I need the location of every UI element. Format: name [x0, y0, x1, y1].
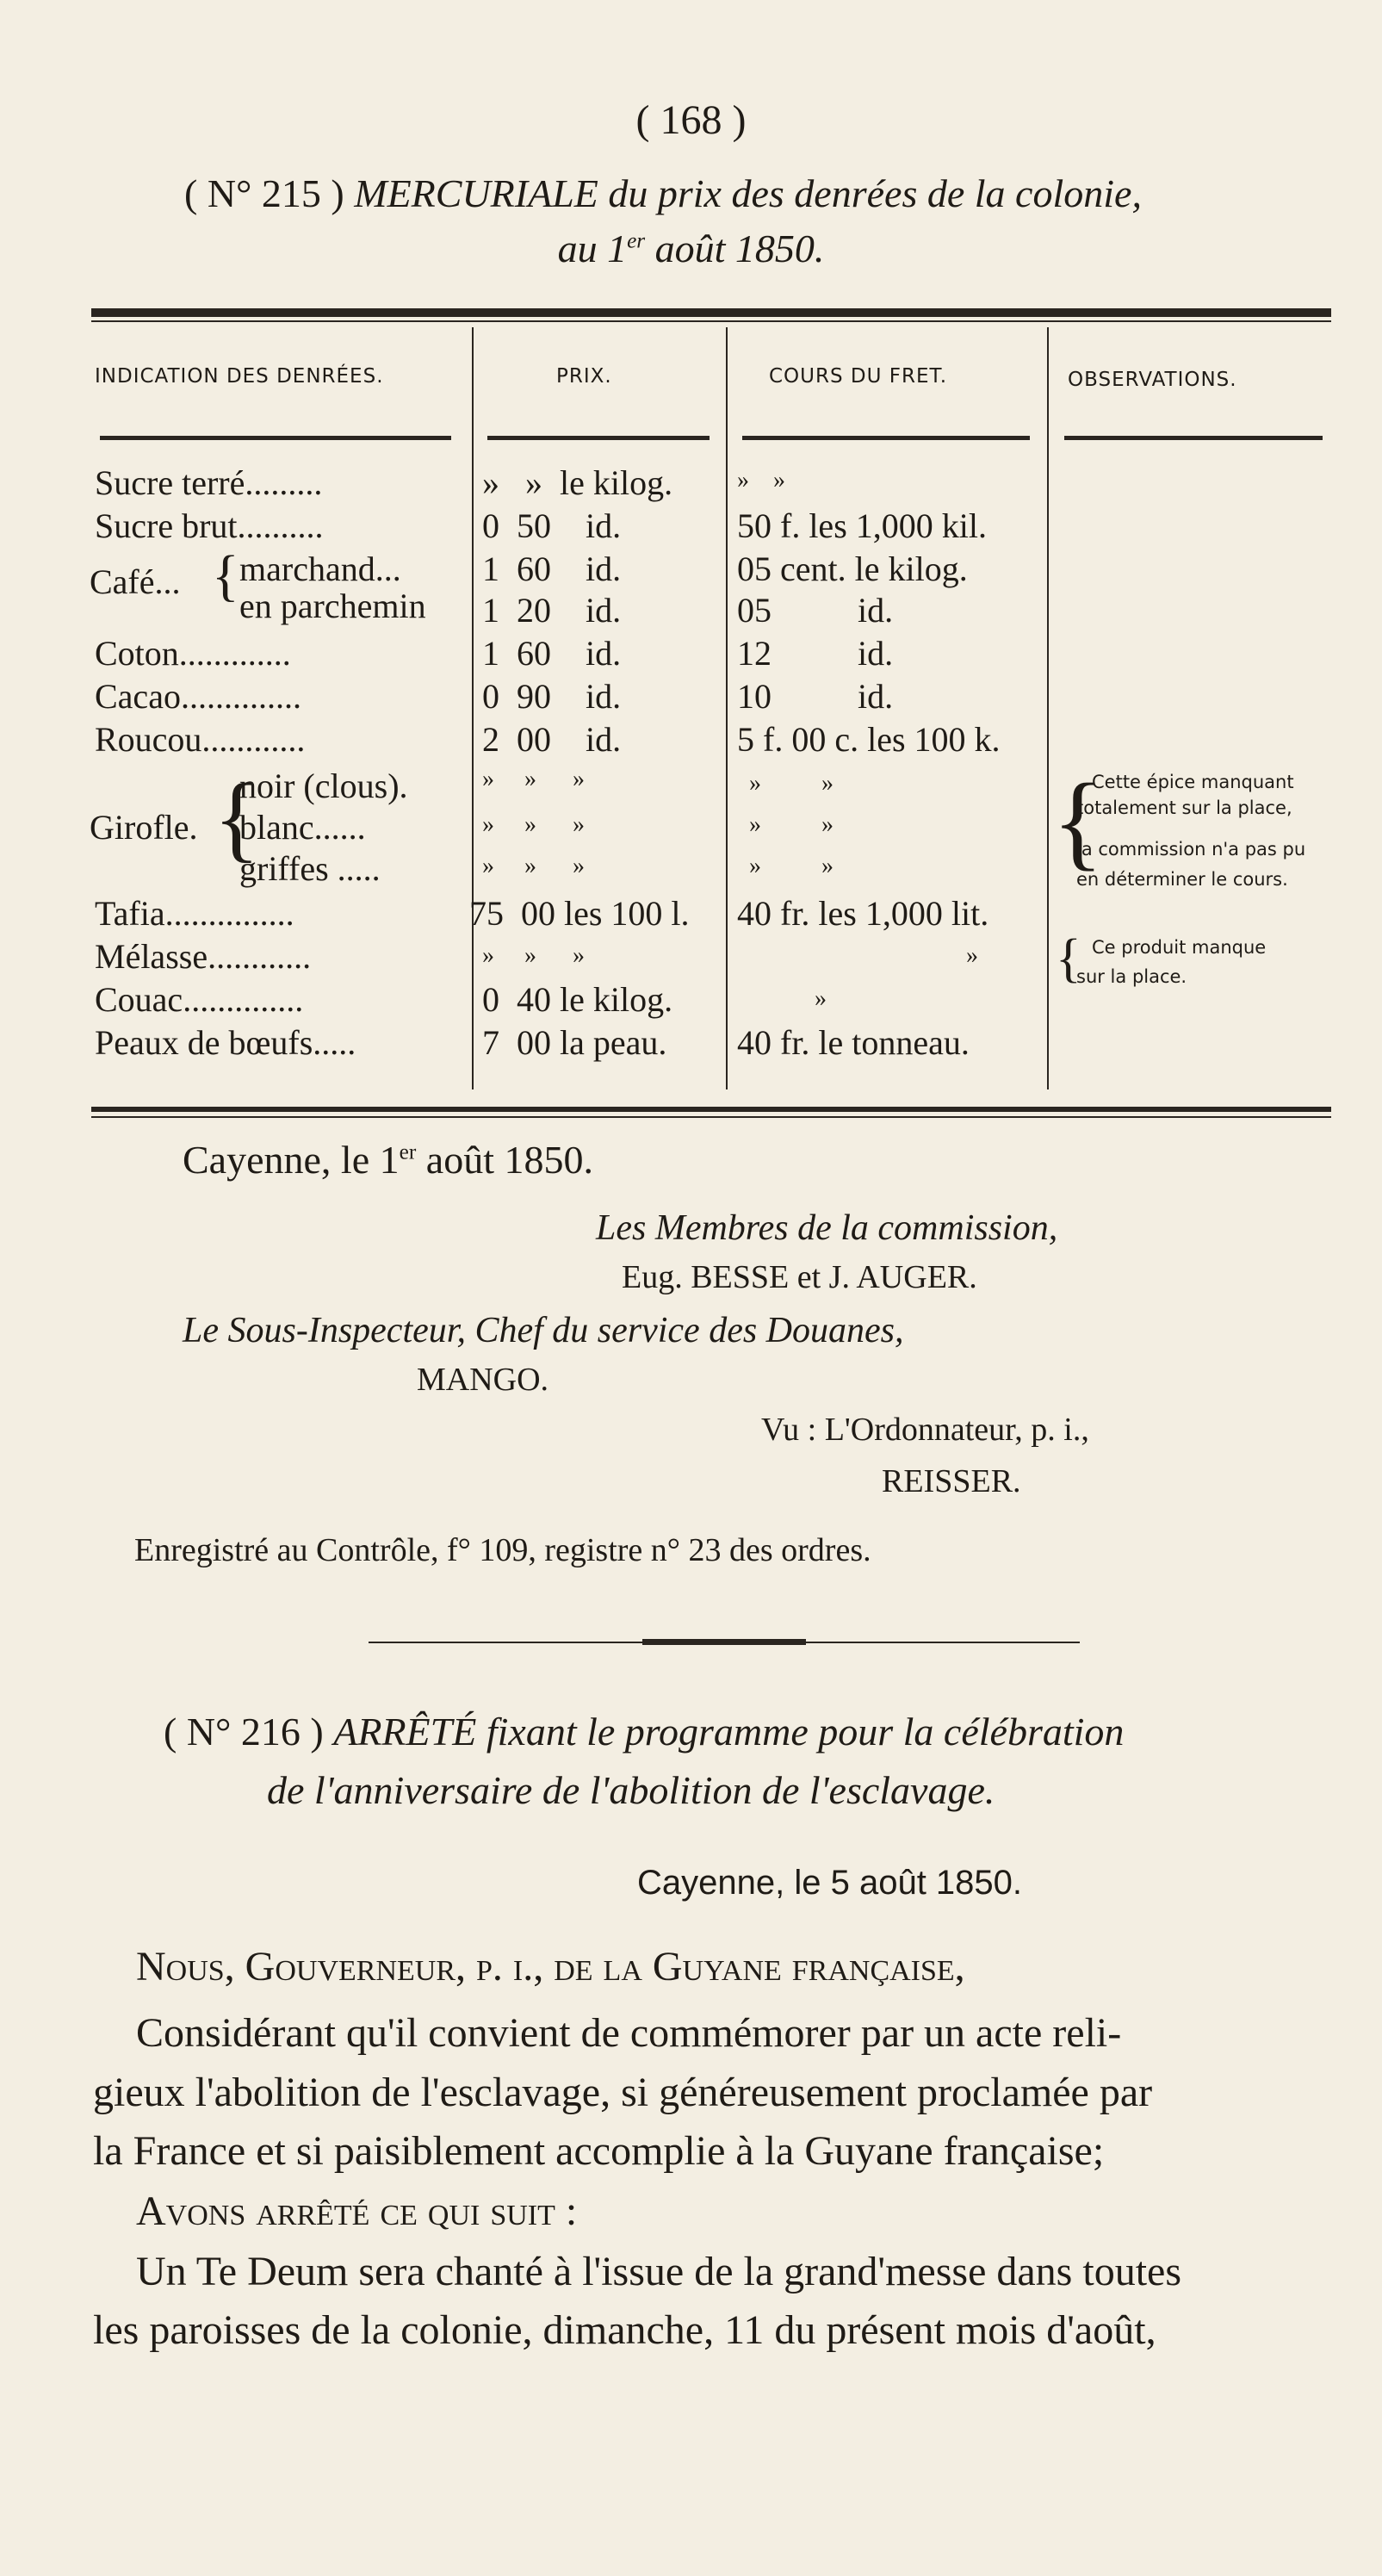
doc215-title-line1 — [184, 171, 1142, 216]
row-label: griffes ..... — [239, 849, 381, 888]
doc215-number: ( N° 215 ) — [184, 171, 344, 215]
row-fret: 50 f. les 1,000 kil. — [737, 506, 987, 545]
row-prix: 1 60 id. — [482, 634, 622, 673]
row-fret: » » — [749, 811, 834, 838]
doc216-line: Avons arrêté ce qui suit : — [136, 2188, 578, 2234]
place-date: Cayenne, le 1er août 1850. — [183, 1138, 593, 1182]
commission-names: Eug. BESSE et J. AUGER. — [622, 1259, 977, 1295]
doc216-line: la France et si paisiblement accomplie à la Guyane française; — [93, 2128, 1105, 2174]
header-fret: COURS DU FRET. — [769, 365, 948, 388]
commission-label: Les Membres de la commission, — [596, 1208, 1058, 1248]
row-fret: 05 cent. le kilog. — [737, 549, 968, 588]
row-fret: 5 f. 00 c. les 100 k. — [737, 720, 1001, 759]
row-fret: 12 id. — [737, 634, 894, 673]
obs-girofle-2: totalement sur la place, — [1076, 798, 1292, 818]
brace-obs-girofle: { — [1052, 762, 1104, 880]
row-label: noir (clous). — [239, 767, 408, 805]
row-label: Coton............. — [95, 634, 291, 673]
row-prix: » » » — [482, 811, 585, 838]
row-prix: 0 40 le kilog. — [482, 980, 673, 1019]
row-prix: 0 90 id. — [482, 677, 622, 716]
row-label: Sucre brut.......... — [95, 506, 324, 545]
row-label: Couac.............. — [95, 980, 304, 1019]
row-label: Cacao.............. — [95, 677, 301, 716]
brace-girofle: { — [214, 765, 260, 872]
row-label: blanc...... — [239, 808, 366, 847]
sous-inspecteur: Le Sous-Inspecteur, Chef du service des Douanes, — [183, 1311, 904, 1350]
row-prix: » » » — [482, 942, 585, 969]
header-rule-1 — [100, 436, 451, 440]
row-fret: 40 fr. les 1,000 lit. — [737, 894, 989, 933]
row-fret: 05 id. — [737, 591, 894, 630]
doc216-title-line2: de l'anniversaire de l'abolition de l'esclavage. — [267, 1768, 995, 1812]
table-top-thin-rule — [91, 320, 1331, 322]
brace-obs-melasse: { — [1056, 929, 1081, 988]
enregistre-note: Enregistré au Contrôle, f° 109, registre n° 23 des ordres. — [134, 1532, 871, 1568]
row-fret: » — [966, 942, 978, 969]
row-fret: » » — [737, 467, 785, 493]
doc215-title: MERCURIALE du prix des denrées de la colonie, — [354, 171, 1142, 215]
vu-ordonnateur: Vu : L'Ordonnateur, p. i., — [761, 1412, 1089, 1448]
row-prix: » » » — [482, 766, 585, 792]
header-rule-3 — [742, 436, 1030, 440]
header-prix: PRIX. — [556, 365, 612, 388]
row-label: en parchemin — [239, 587, 426, 625]
header-denrees: INDICATION DES DENRÉES. — [95, 365, 384, 388]
obs-girofle-1: Cette épice manquant — [1092, 772, 1294, 792]
table-top-rule — [91, 308, 1331, 317]
separator-rule-center — [642, 1639, 806, 1645]
row-label: marchand... — [239, 549, 401, 588]
brace-cafe: { — [212, 544, 239, 607]
doc216-title-part1: ARRÊTÉ fixant le programme pour la célébration — [333, 1710, 1125, 1754]
obs-girofle-3: la commission n'a pas pu — [1076, 839, 1306, 860]
header-observations: OBSERVATIONS. — [1068, 369, 1237, 391]
row-prix: 7 00 la peau. — [482, 1023, 667, 1062]
doc215-title-line2: au 1er août 1850. — [557, 227, 825, 270]
row-prix: 2 00 id. — [482, 720, 622, 759]
obs-girofle-4: en déterminer le cours. — [1076, 869, 1288, 890]
col-divider-1 — [472, 327, 474, 1089]
row-label: Mélasse............ — [95, 937, 312, 976]
row-label: Tafia............... — [95, 894, 294, 933]
page-number: ( 168 ) — [635, 97, 747, 143]
row-prix: 0 50 id. — [482, 506, 622, 545]
col-divider-3 — [1047, 327, 1049, 1089]
row-label: Peaux de bœufs..... — [95, 1023, 356, 1062]
doc216-number: ( N° 216 ) — [164, 1710, 324, 1754]
group-cafe: Café... — [90, 562, 181, 601]
reisser-signature: REISSER. — [882, 1463, 1021, 1499]
doc216-line: Un Te Deum sera chanté à l'issue de la grand'messe dans toutes — [136, 2249, 1182, 2294]
mango-signature: MANGO. — [417, 1362, 549, 1398]
doc216-line: Nous, Gouverneur, p. i., de la Guyane française, — [136, 1944, 965, 1989]
obs-melasse-1: Ce produit manque — [1092, 937, 1267, 958]
header-rule-2 — [487, 436, 710, 440]
table-bottom-rule — [91, 1107, 1331, 1112]
row-fret: 10 id. — [737, 677, 894, 716]
row-fret: » — [815, 985, 827, 1012]
row-label: Roucou............ — [95, 720, 306, 759]
row-prix: » » le kilog. — [482, 463, 673, 502]
header-rule-4 — [1064, 436, 1323, 440]
doc216-line: Considérant qu'il convient de commémorer par un acte reli- — [136, 2010, 1122, 2056]
row-fret: » » — [749, 770, 834, 797]
doc216-line: les paroisses de la colonie, dimanche, 11 du présent mois d'août, — [93, 2307, 1156, 2353]
row-fret: 40 fr. le tonneau. — [737, 1023, 970, 1062]
doc216-line: gieux l'abolition de l'esclavage, si généreusement proclamée par — [93, 2070, 1153, 2115]
obs-melasse-2: sur la place. — [1076, 966, 1187, 987]
row-prix: » » » — [482, 853, 585, 879]
col-divider-2 — [726, 327, 728, 1089]
row-prix: 1 60 id. — [482, 549, 622, 588]
row-label: Sucre terré......... — [95, 463, 323, 502]
row-prix: 75 00 les 100 l. — [469, 894, 690, 933]
table-bottom-thin-rule — [91, 1116, 1331, 1118]
row-prix: 1 20 id. — [482, 591, 622, 630]
group-girofle: Girofle. — [90, 808, 198, 847]
doc216-date: Cayenne, le 5 août 1850. — [637, 1864, 1023, 1902]
doc216-title-line1 — [164, 1709, 1124, 1754]
row-fret: » » — [749, 853, 834, 879]
